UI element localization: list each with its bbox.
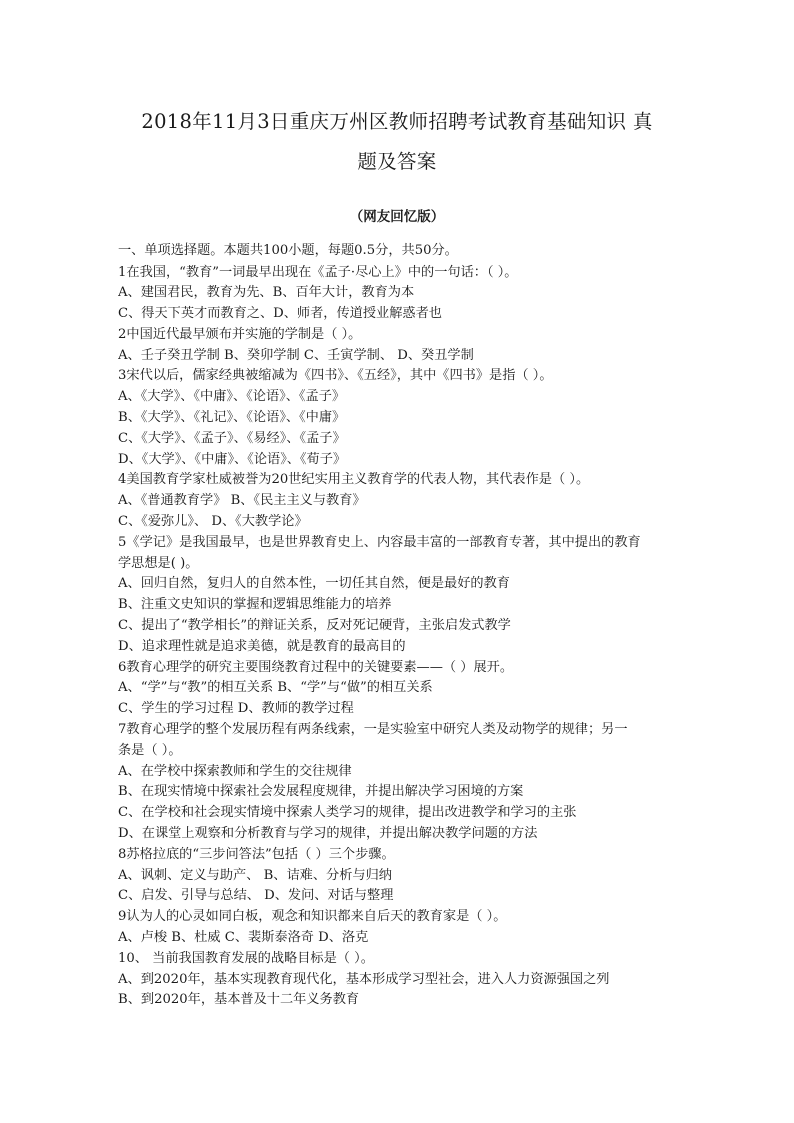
document-title-line-2: 题及答案 — [357, 150, 437, 173]
section-heading: 一、单项选择题。本题共100小题，每题0.5分，共50分。 — [118, 243, 458, 258]
question-1-options-ab: A、建国君民，教育为先、B、百年大计，教育为本 — [118, 285, 415, 301]
question-6-stem: 6教育心理学的研究主要围绕教育过程中的关键要素——（ ）展开。 — [118, 659, 514, 675]
question-2-options: A、壬子癸丑学制 B、癸卯学制 C、壬寅学制、 D、癸丑学制 — [118, 347, 474, 363]
question-7-stem-cont: 条是（ ）。 — [118, 742, 182, 758]
question-3-option-d: D、《大学》、《中庸》、《论语》、《荀子》 — [118, 451, 347, 467]
question-7-option-d: D、在课堂上观察和分析教育与学习的规律，并提出解决教学问题的方法 — [118, 826, 538, 842]
question-5-option-c: C、提出了“教学相长”的辩证关系，反对死记硬背，主张启发式教学 — [118, 618, 511, 634]
question-2-stem: 2中国近代最早颁布并实施的学制是（ ）。 — [118, 326, 362, 342]
document-subtitle: （网友回忆版） — [349, 209, 445, 225]
question-8-stem: 8苏格拉底的“三步问答法”包括（ ）三个步骤。 — [118, 846, 395, 862]
question-7-option-a: A、在学校中探索教师和学生的交往规律 — [118, 763, 352, 779]
question-5-stem-cont: 学思想是( )。 — [118, 555, 199, 571]
question-5-option-b: B、注重文史知识的掌握和逻辑思维能力的培养 — [118, 597, 392, 613]
question-3-stem: 3宋代以后，儒家经典被缩减为《四书》、《五经》，其中《四书》是指（ ）。 — [118, 368, 553, 384]
question-7-option-b: B、在现实情境中探索社会发展程度规律，并提出解决学习困境的方案 — [118, 784, 524, 800]
question-4-options-cd: C、《爱弥儿》、 D、《大教学论》 — [118, 514, 308, 530]
question-4-stem: 4美国教育学家杜威被誉为20世纪实用主义教育学的代表人物，其代表作是（ ）。 — [118, 472, 590, 488]
question-10-stem: 10、 当前我国教育发展的战略目标是（ ）。 — [118, 950, 374, 966]
question-9-options: A、卢梭 B、杜威 C、裴斯泰洛奇 D、洛克 — [118, 930, 369, 945]
document-title-line-1: 2018年11月3日重庆万州区教师招聘考试教育基础知识 真 — [141, 110, 653, 133]
question-9-stem: 9认为人的心灵如同白板，观念和知识都来自后天的教育家是（ ）。 — [118, 909, 507, 925]
question-10-option-a: A、到2020年，基本实现教育现代化，基本形成学习型社会，进入人力资源强国之列 — [118, 971, 610, 987]
question-8-options-ab: A、讽刺、定义与助产、 B、诘难、分析与归纳 — [118, 867, 392, 883]
question-6-options-ab: A、“学”与“教”的相互关系 B、“学”与“做”的相互关系 — [118, 680, 433, 696]
question-list — [118, 241, 688, 1011]
question-6-options-cd: C、学生的学习过程 D、教师的教学过程 — [118, 701, 354, 717]
question-10-option-b: B、到2020年，基本普及十二年义务教育 — [118, 992, 360, 1008]
question-3-option-b: B、《大学》、《礼记》、《论语》、《中庸》 — [118, 410, 346, 426]
question-3-option-a: A、《大学》、《中庸》、《论语》、《孟子》 — [118, 389, 346, 405]
question-7-option-c: C、在学校和社会现实情境中探索人类学习的规律，提出改进教学和学习的主张 — [118, 805, 577, 821]
question-5-stem: 5《学记》是我国最早，也是世界教育史上、内容最丰富的一部教育专著，其中提出的教育 — [118, 534, 641, 550]
question-8-options-cd: C、启发、引导与总结、 D、发问、对话与整理 — [118, 888, 394, 904]
question-3-option-c: C、《大学》、《孟子》、《易经》、《孟子》 — [118, 430, 346, 446]
question-1-stem: 1在我国，“教育”一词最早出现在《孟子·尽心上》中的一句话：（ ）。 — [118, 264, 518, 280]
question-4-options-ab: A、《普通教育学》 B、《民主主义与教育》 — [118, 493, 366, 509]
question-7-stem: 7教育心理学的整个发展历程有两条线索，一是实验室中研究人类及动物学的规律；另一 — [118, 722, 628, 738]
question-1-options-cd: C、得天下英才而教育之、D、师者，传道授业解惑者也 — [118, 306, 442, 322]
question-5-option-a: A、回归自然，复归人的自然本性，一切任其自然，便是最好的教育 — [118, 576, 510, 592]
question-5-option-d: D、追求理性就是追求美德，就是教育的最高目的 — [118, 638, 406, 654]
